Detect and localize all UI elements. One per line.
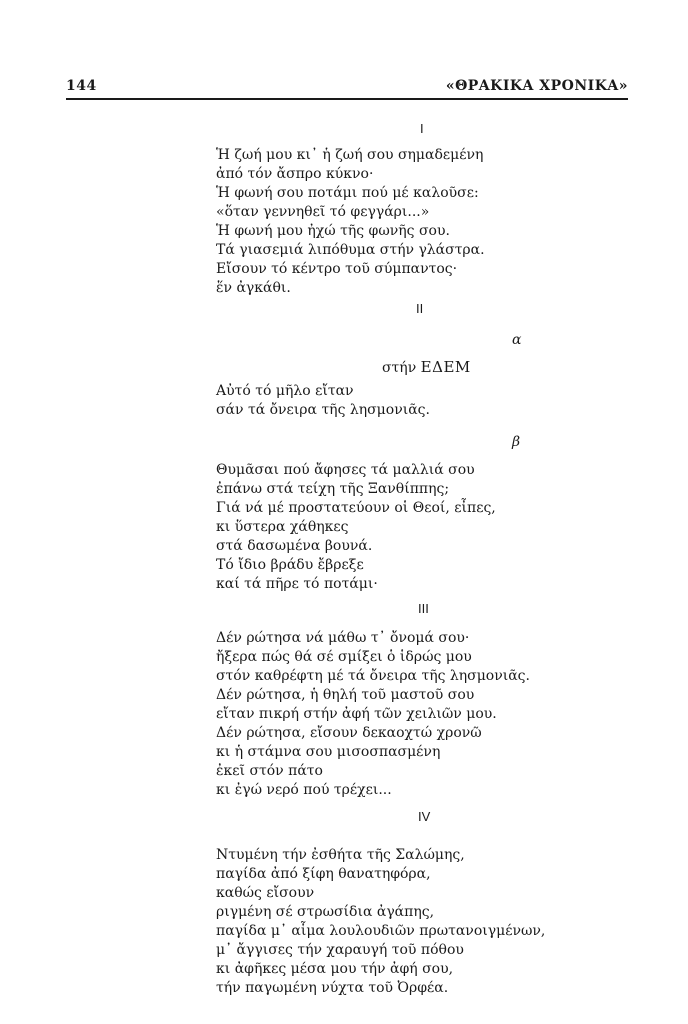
poem-line: σάν τά ὄνειρα τῆς λησμονιᾶς. xyxy=(216,402,430,418)
poem-line: ἀπό τόν ἄσπρο κύκνο· xyxy=(216,166,374,182)
poem-line: ἕν ἀγκάθι. xyxy=(216,280,291,296)
page-number: 144 xyxy=(66,78,97,94)
journal-title: «ΘΡΑΚΙΚΑ ΧΡΟΝΙΚΑ» xyxy=(445,78,628,94)
poem-line: Ἡ ζωή μου κι᾽ ἡ ζωή σου σημαδεμένη xyxy=(216,147,484,163)
poem-line: Τό ἴδιο βράδυ ἔβρεξε xyxy=(216,557,364,573)
poem-line: «ὅταν γεννηθεῖ τό φεγγάρι...» xyxy=(216,204,430,220)
poem-line: καί τά πῆρε τό ποτάμι· xyxy=(216,576,378,592)
header-rule xyxy=(66,98,628,100)
poem-line: Εἴσουν τό κέντρο τοῦ σύμπαντος· xyxy=(216,261,458,277)
part-letter-alpha: α xyxy=(512,332,522,348)
poem-line: Ἡ φωνή σου ποτάμι πού μέ καλοῦσε: xyxy=(216,185,479,201)
poem-line: Δέν ρώτησα, ἡ θηλή τοῦ μαστοῦ σου xyxy=(216,687,475,703)
poem-line: παγίδα μ᾽ αἷμα λουλουδιῶν πρωτανοιγμένων, xyxy=(216,923,546,939)
poem-line: Θυμᾶσαι πού ἄφησες τά μαλλιά σου xyxy=(216,462,475,478)
poem-line: μ᾽ ἄγγισες τήν χαραυγή τοῦ πόθου xyxy=(216,942,464,958)
poem-line: ἤξερα πώς θά σέ σμίξει ὁ ἱδρώς μου xyxy=(216,649,472,665)
poem-line: Αὐτό τό μῆλο εἴταν xyxy=(216,383,354,399)
poem-line: Δέν ρώτησα, εἴσουν δεκαοχτώ χρονῶ xyxy=(216,725,482,741)
part-title-caps: ΕΔΕΜ xyxy=(420,358,471,376)
stanza-iii xyxy=(216,629,530,800)
part-title-prefix: στήν xyxy=(382,360,421,376)
stanza-ii-beta xyxy=(216,461,496,594)
poem-line: παγίδα ἀπό ξίφη θανατηφόρα, xyxy=(216,866,431,882)
poem-line: εἴταν πικρή στήν ἀφή τῶν χειλιῶν μου. xyxy=(216,706,497,722)
poem-line: στά δασωμένα βουνά. xyxy=(216,538,373,554)
part-letter-beta: β xyxy=(512,434,521,450)
book-page: 144 «ΘΡΑΚΙΚΑ ΧΡΟΝΙΚΑ» I Ἡ ζωή μου κι᾽ ἡ ζωή σου σημαδεμένη ἀπό τόν ἄσπρο κύκνο· Ἡ φωνή σου ποτάμι πού μέ καλοῦσε: «ὅταν γεννηθεῖ τό φεγγάρι...» Ἡ φωνή μου ἠχώ τῆς φωνῆς σου. Τά γιασεμιά λιπόθυμα στήν γλάστρα. Εἴσουν τό κέντρο τοῦ σύμπαντος· ἕν ἀγκάθι. II α στήν ΕΔΕΜ Αὐτό τό μῆλο εἴταν σάν τά ὄνειρα τῆς λησμονιᾶς. β Θυμᾶσαι πού ἄφησες τά μαλλιά σου ἐπάνω στά τείχη τῆς Ξανθίππης; Γιά νά μέ προστατεύουν οἱ Θεοί, εἶπες, κι ὕστερα χάθηκες στά δασωμένα βουνά. Τό ἴδιο βράδυ ἔβρεξε καί τά πῆρε τό ποτάμι· III Δέν ρώτησα νά μάθω τ᾽ ὄνομά σου· ἤξερα πώς θά σέ σμίξει ὁ ἱδρώς μου στόν καθρέφτη μέ τά ὄνειρα τῆς λησμονιᾶς. Δέν ρώτησα, ἡ θηλή τοῦ μαστοῦ σου εἴταν πικρή στήν ἀφή τῶν χειλιῶν μου. Δέν ρώτησα, εἴσουν δεκαοχτώ χρονῶ κι ἡ στάμνα σου μισοσπασμένη ἐκεῖ στόν πάτο κι ἐγώ νερό πού τρέχει... IV Ντυμένη τήν ἐσθήτα τῆς Σαλώμης, παγίδα ἀπό ξίφη θανατηφόρα, καθώς εἴσουν ριγμένη σέ στρωσίδια ἀγάπης, παγίδα μ᾽ αἷμα λουλουδιῶν πρωτανοιγμένων, μ᾽ ἄγγισες τήν χαραυγή τοῦ πόθου κι ἀφῆκες μέσα μου τήν ἀφή σου, τήν παγωμένη νύχτα τοῦ Ὀρφέα. xyxy=(66,78,628,996)
part-title xyxy=(382,358,471,376)
stanza-i xyxy=(216,146,485,298)
poem-line: στόν καθρέφτη μέ τά ὄνειρα τῆς λησμονιᾶς. xyxy=(216,668,530,684)
poem-line: ἐκεῖ στόν πάτο xyxy=(216,763,323,779)
poem-line: Τά γιασεμιά λιπόθυμα στήν γλάστρα. xyxy=(216,242,485,258)
poem-line: κι ἐγώ νερό πού τρέχει... xyxy=(216,782,392,798)
poem-line: κι ἡ στάμνα σου μισοσπασμένη xyxy=(216,744,441,760)
poem-line: ριγμένη σέ στρωσίδια ἀγάπης, xyxy=(216,904,435,920)
stanza-ii-alpha xyxy=(216,382,430,420)
poem-line: κι ἀφῆκες μέσα μου τήν ἀφή σου, xyxy=(216,961,454,977)
poem-line: Ντυμένη τήν ἐσθήτα τῆς Σαλώμης, xyxy=(216,847,465,863)
stanza-iv xyxy=(216,846,545,998)
poem-line: κι ὕστερα χάθηκες xyxy=(216,519,349,535)
poem-line: Ἡ φωνή μου ἠχώ τῆς φωνῆς σου. xyxy=(216,223,450,239)
poem-line: τήν παγωμένη νύχτα τοῦ Ὀρφέα. xyxy=(216,980,449,996)
poem-line: Γιά νά μέ προστατεύουν οἱ Θεοί, εἶπες, xyxy=(216,500,496,516)
poem-line: καθώς εἴσουν xyxy=(216,885,315,901)
poem-line: ἐπάνω στά τείχη τῆς Ξανθίππης; xyxy=(216,481,450,497)
poem-line: Δέν ρώτησα νά μάθω τ᾽ ὄνομά σου· xyxy=(216,630,470,646)
